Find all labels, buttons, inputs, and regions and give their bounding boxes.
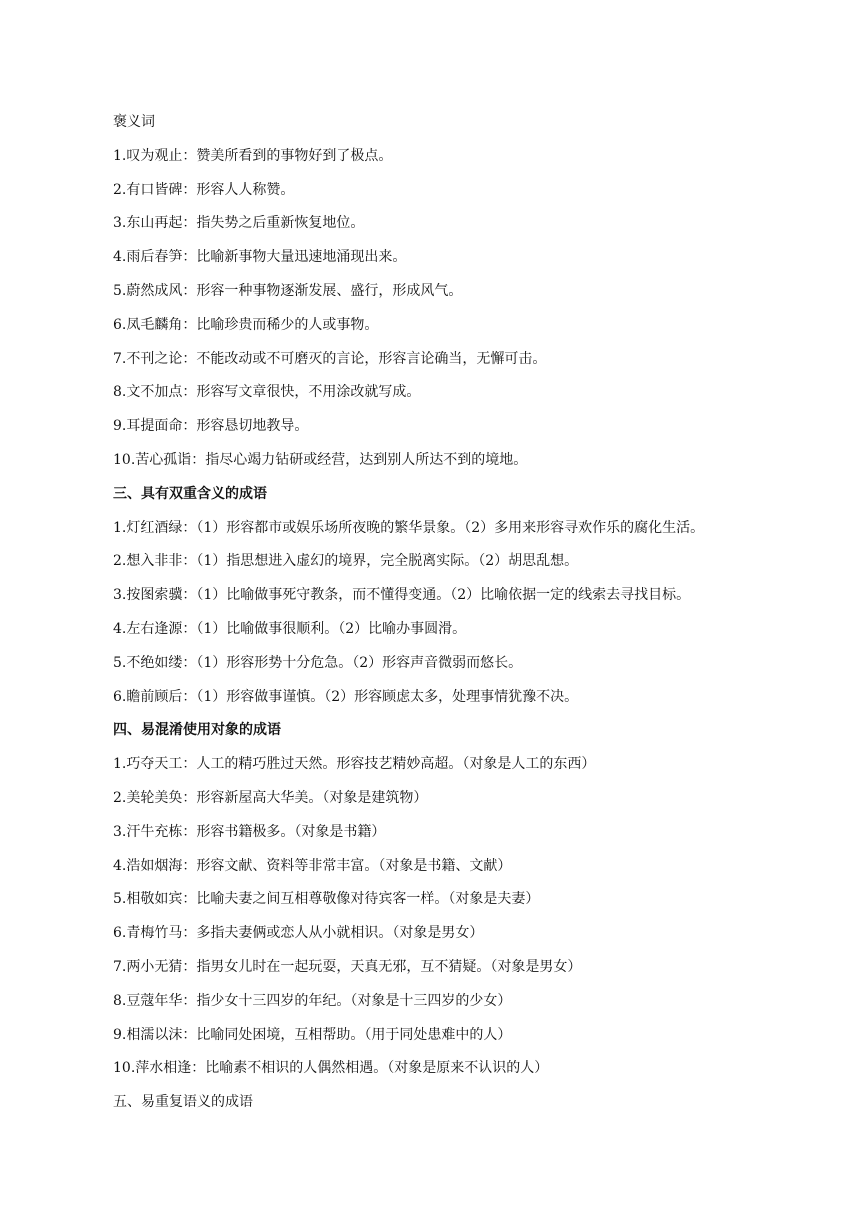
list-item: 2.有口皆碑：形容人人称赞。 <box>113 181 295 198</box>
list-item: 5.不绝如缕：（1）形容形势十分危急。（2）形容声音微弱而悠长。 <box>113 654 523 671</box>
list-item: 10.苦心孤诣：指尽心竭力钻研或经营，达到别人所达不到的境地。 <box>113 451 528 468</box>
list-item: 5.蔚然成风：形容一种事物逐渐发展、盛行，形成风气。 <box>113 282 463 299</box>
list-item: 8.豆蔻年华：指少女十三四岁的年纪。（对象是十三四岁的少女） <box>113 992 512 1009</box>
list-item: 4.浩如烟海：形容文献、资料等非常丰富。（对象是书籍、文献） <box>113 857 512 874</box>
list-item: 8.文不加点：形容写文章很快，不用涂改就写成。 <box>113 384 421 401</box>
document-page <box>113 106 833 1120</box>
list-item: 1.叹为观止：赞美所看到的事物好到了极点。 <box>113 147 393 164</box>
list-item: 10.萍水相逢：比喻素不相识的人偶然相遇。（对象是原来不认识的人） <box>113 1060 549 1077</box>
list-item: 3.汗牛充栋：形容书籍极多。（对象是书籍） <box>113 823 386 840</box>
list-item: 4.左右逢源：（1）比喻做事很顺利。（2）比喻办事圆滑。 <box>113 620 467 637</box>
section-heading-confusable-objects: 四、易混淆使用对象的成语 <box>113 722 281 739</box>
list-item: 5.相敬如宾：比喻夫妻之间互相尊敬像对待宾客一样。（对象是夫妻） <box>113 891 540 908</box>
section-heading-redundant-meaning: 五、易重复语义的成语 <box>113 1094 253 1111</box>
list-item: 7.不刊之论：不能改动或不可磨灭的言论，形容言论确当，无懈可击。 <box>113 350 547 367</box>
list-item: 1.巧夺天工：人工的精巧胜过天然。形容技艺精妙高超。（对象是人工的东西） <box>113 756 596 773</box>
list-item: 6.瞻前顾后：（1）形容做事谨慎。（2）形容顾虑太多，处理事情犹豫不决。 <box>113 688 579 705</box>
list-item: 4.雨后春笋：比喻新事物大量迅速地涌现出来。 <box>113 249 407 266</box>
list-item: 7.两小无猜：指男女儿时在一起玩耍，天真无邪，互不猜疑。（对象是男女） <box>113 958 582 975</box>
section-heading-double-meaning: 三、具有双重含义的成语 <box>113 485 267 502</box>
list-item: 6.凤毛麟角：比喻珍贵而稀少的人或事物。 <box>113 316 379 333</box>
list-item: 9.耳提面命：形容恳切地教导。 <box>113 418 309 435</box>
list-item: 6.青梅竹马：多指夫妻俩或恋人从小就相识。（对象是男女） <box>113 925 484 942</box>
list-item: 3.按图索骥：（1）比喻做事死守教条，而不懂得变通。（2）比喻依据一定的线索去寻找目标。 <box>113 587 691 604</box>
list-item: 2.想入非非：（1）指思想进入虚幻的境界，完全脱离实际。（2）胡思乱想。 <box>113 553 579 570</box>
list-item: 3.东山再起：指失势之后重新恢复地位。 <box>113 215 365 232</box>
list-item: 2.美轮美奂：形容新屋高大华美。（对象是建筑物） <box>113 789 428 806</box>
section-heading-commendatory: 褒义词 <box>113 114 155 130</box>
list-item: 9.相濡以沫：比喻同处困境，互相帮助。（用于同处患难中的人） <box>113 1026 512 1043</box>
list-item: 1.灯红酒绿：（1）形容都市或娱乐场所夜晚的繁华景象。（2）多用来形容寻欢作乐的腐化生活。 <box>113 519 705 536</box>
